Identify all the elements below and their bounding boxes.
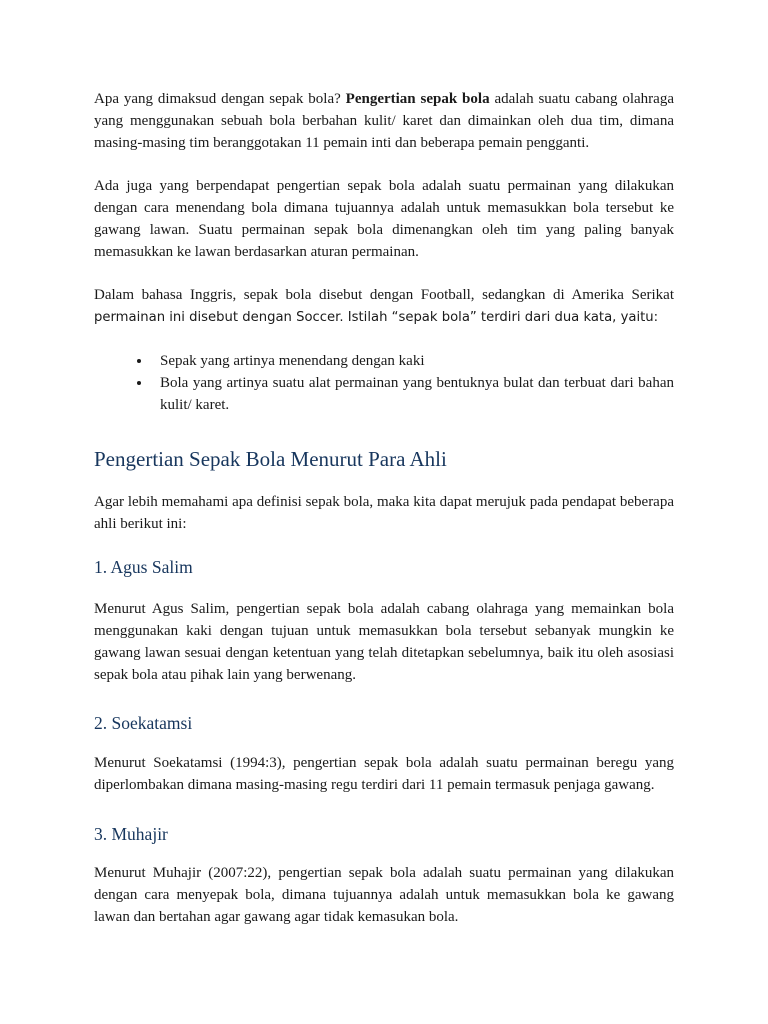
subheading-soekatamsi: 2. Soekatamsi [94,713,193,733]
paragraph-experts-intro: Agar lebih memahami apa definisi sepak bola, maka kita dapat merujuk pada pendapat beberapa ahli berikut ini: [94,494,674,532]
paragraph-english-terms [94,284,674,329]
list-item: Bola yang artinya suatu alat permainan yang bentuknya bulat dan terbuat dari bahan kulit/ karet. [160,372,674,416]
section-heading-experts: Pengertian Sepak Bola Menurut Para Ahli [94,447,447,471]
paragraph-definition-rest: adalah suatu cabang olahraga yang menggunakan sebuah bola berbahan kulit/ karet dan dimainkan oleh dua tim, dimana masing-masing tim beranggotakan 11 pemain inti dan beberapa pemain pengganti. [94,91,674,151]
subheading-agus-salim: 1. Agus Salim [94,557,193,577]
document-page [94,88,674,928]
paragraph-muhajir: Menurut Muhajir (2007:22), pengertian sepak bola adalah suatu permainan yang dilakukan dengan cara menyepak bola, dimana tujuannya adalah untuk memasukkan bola ke gawang lawan dan bertahan agar gawang agar tidak kemasukan bola. [94,865,674,925]
bold-term: Pengertian sepak bola [345,91,490,107]
paragraph-soekatamsi: Menurut Soekatamsi (1994:3), pengertian sepak bola adalah suatu permainan beregu yang diperlombakan dimana masing-masing regu terdiri dari 11 pemain termasuk penjaga gawang. [94,755,674,793]
subheading-muhajir: 3. Muhajir [94,824,168,844]
paragraph-definition-lead: Apa yang dimaksud dengan sepak bola? [94,91,346,107]
list-item: Sepak yang artinya menendang dengan kaki [160,350,674,372]
paragraph-agus-salim: Menurut Agus Salim, pengertian sepak bola adalah cabang olahraga yang memainkan bola menggunakan kaki dengan tujuan untuk memasukkan bola tersebut sebanyak mungkin ke gawang lawan sesuai dengan ketentuan yang telah ditetapkan sebelumnya, baik itu oleh asosiasi sepak bola atau pihak lain yang berwenang. [94,601,674,683]
paragraph-english-terms-part1: Dalam bahasa Inggris, sepak bola disebut dengan Football, sedangkan di Amerika Serikat [94,287,674,303]
paragraph-english-terms-part2: permainan ini disebut dengan Soccer. Istilah “sepak bola” terdiri dari dua kata, yaitu: [94,310,659,325]
paragraph-definition [94,88,674,154]
paragraph-alternative-definition: Ada juga yang berpendapat pengertian sepak bola adalah suatu permainan yang dilakukan dengan cara menendang bola dimana tujuannya adalah untuk memasukkan bola tersebut ke gawang lawan. Suatu permainan sepak bola dimenangkan oleh tim yang paling banyak memasukkan ke lawan berdasarkan aturan permainan. [94,178,674,260]
word-origin-list [94,350,674,416]
